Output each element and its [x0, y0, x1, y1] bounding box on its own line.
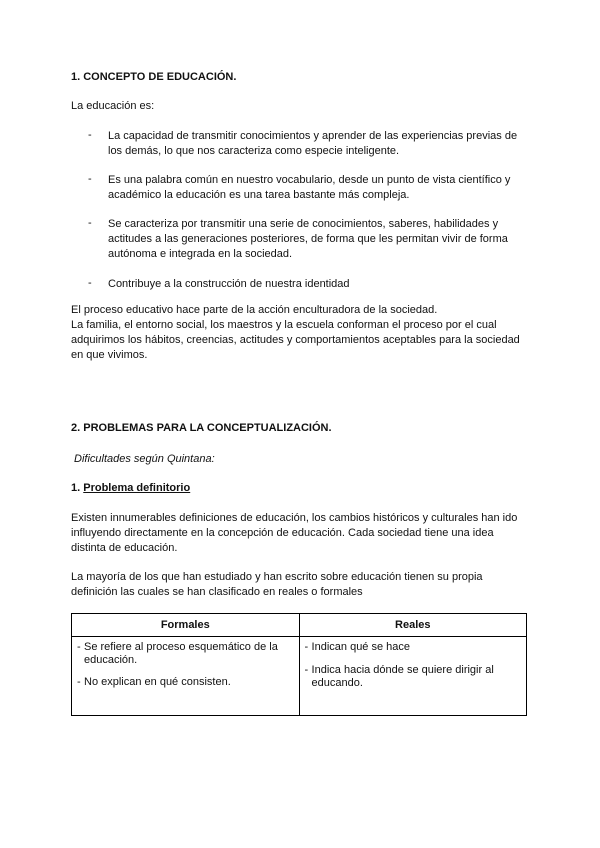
bullet-dash: -: [88, 129, 92, 141]
bullet-line: actitudes a las generaciones posteriores, de forma que les permitan vivir de forma: [108, 233, 508, 245]
item-dash: -: [304, 664, 309, 676]
list-item: [300, 664, 526, 690]
paragraph-line: La mayoría de los que han estudiado y han escrito sobre educación tienen su propia: [71, 571, 483, 583]
section-2-paragraph-2: [71, 570, 531, 600]
table-header-reales: Reales: [299, 614, 526, 637]
item-dash: -: [77, 641, 81, 653]
paragraph-line: Existen innumerables definiciones de educación, los cambios históricos y culturales han ido: [71, 512, 518, 524]
paragraph-line: distinta de educación.: [71, 542, 178, 554]
table-row: [72, 637, 527, 716]
bullet-line: Contribuye a la construcción de nuestra identidad: [108, 278, 350, 290]
item-text: Se refiere al proceso esquemático de la educación.: [84, 641, 278, 666]
closing-line: en que vivimos.: [71, 349, 148, 361]
problem-heading: [71, 481, 190, 496]
item-dash: -: [304, 641, 309, 653]
list-item: [72, 676, 299, 689]
bullet-dash: -: [88, 173, 92, 185]
section-1-closing: [71, 303, 531, 363]
bullet-line: autónoma e integrada en la sociedad.: [108, 248, 293, 260]
closing-line: El proceso educativo hace parte de la acción enculturadora de la sociedad.: [71, 304, 438, 316]
table-header-formales: Formales: [72, 614, 300, 637]
section-2-heading: 2. PROBLEMAS PARA LA CONCEPTUALIZACIÓN.: [71, 422, 332, 434]
bullet-line: los demás, lo que nos caracteriza como especie inteligente.: [108, 145, 400, 157]
list-item: [300, 641, 526, 654]
bullet-line: Es una palabra común en nuestro vocabulario, desde un punto de vista científico y: [108, 174, 511, 186]
bullet-dash: -: [88, 277, 92, 289]
closing-line: adquirimos los hábitos, creencias, actitudes y comportamientos aceptables para la sociedad: [71, 334, 520, 346]
item-text: No explican en qué consisten.: [84, 676, 231, 688]
paragraph-line: influyendo directamente en la concepción de educación. Cada sociedad tiene una idea: [71, 527, 494, 539]
item-text: Indican qué se hace: [311, 641, 411, 653]
problem-number: 1.: [71, 482, 81, 494]
definitions-table: [71, 613, 527, 716]
bullet-dash: -: [88, 217, 92, 229]
list-item: [72, 641, 299, 667]
item-dash: -: [77, 676, 81, 688]
item-text: Indica hacia dónde se quiere dirigir al educando.: [311, 664, 494, 689]
closing-line: La familia, el entorno social, los maestros y la escuela conforman el proceso por el cual: [71, 319, 497, 331]
section-1-intro: La educación es:: [71, 100, 155, 112]
section-2-subtitle: Dificultades según Quintana:: [74, 453, 215, 465]
bullet-line: La capacidad de transmitir conocimientos y aprender de las experiencias previas de: [108, 130, 518, 142]
section-2-paragraph-1: [71, 511, 531, 556]
paragraph-line: definición las cuales se han clasificado en reales o formales: [71, 586, 363, 598]
table-header-row: [72, 614, 527, 637]
problem-title: Problema definitorio: [83, 482, 191, 494]
bullet-line: Se caracteriza por transmitir una serie de conocimientos, saberes, habilidades y: [108, 218, 499, 230]
table-cell-reales: [299, 637, 526, 716]
bullet-line: académico la educación es una tarea bastante más compleja.: [108, 189, 410, 201]
section-1-heading: 1. CONCEPTO DE EDUCACIÓN.: [71, 71, 237, 83]
table-cell-formales: [72, 637, 300, 716]
